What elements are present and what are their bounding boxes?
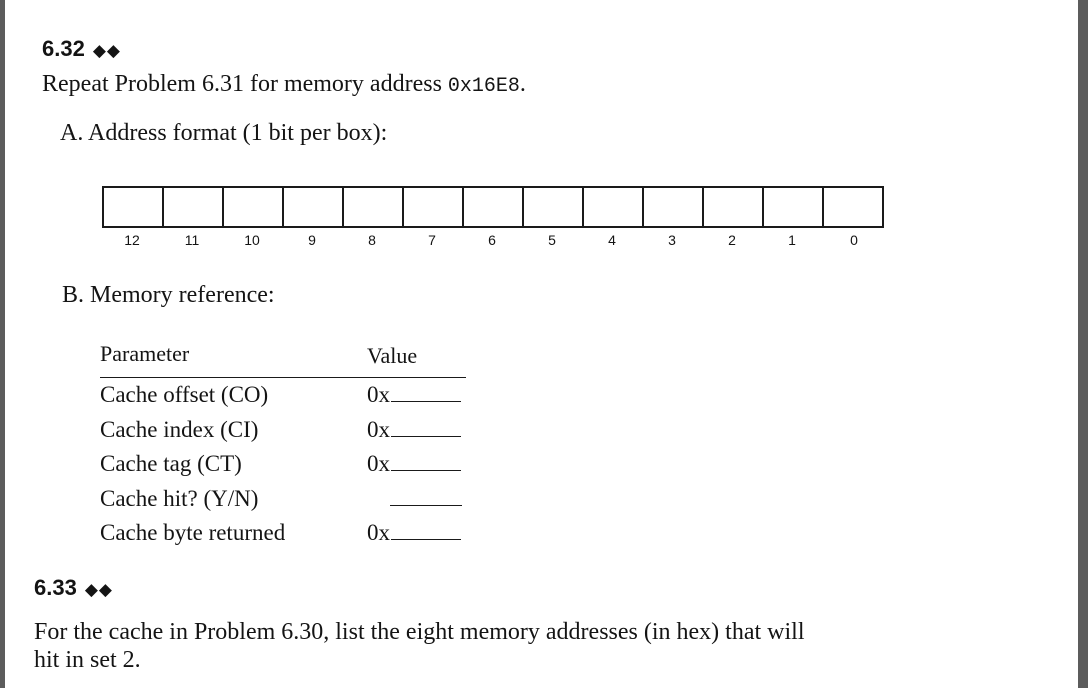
row-label-cache-offset: Cache offset (CO) — [100, 382, 269, 407]
bit-box[interactable] — [102, 188, 162, 226]
difficulty-diamonds: ◆◆ — [84, 580, 113, 599]
bit-box[interactable] — [762, 188, 822, 226]
bit-label: 6 — [488, 232, 496, 248]
hex-prefix: 0x — [367, 382, 390, 407]
bit-label: 7 — [428, 232, 436, 248]
right-page-border — [1078, 0, 1088, 688]
left-page-border — [0, 0, 5, 688]
answer-blank[interactable] — [391, 418, 461, 437]
address-bit-boxes — [102, 186, 884, 228]
value-field-cache-byte-returned[interactable] — [367, 520, 461, 546]
table-header-rule — [100, 377, 466, 378]
bit-box[interactable] — [402, 188, 462, 226]
header-parameter: Parameter — [100, 341, 190, 366]
value-field-cache-tag[interactable] — [367, 451, 461, 477]
part-a-label: A. Address format (1 bit per box): — [60, 120, 388, 146]
statement-text: Repeat Problem 6.31 for memory address — [42, 71, 448, 97]
bit-label: 12 — [124, 232, 140, 248]
bit-label: 2 — [728, 232, 736, 248]
bit-box[interactable] — [282, 188, 342, 226]
bit-label: 3 — [668, 232, 676, 248]
bit-label: 1 — [788, 232, 796, 248]
difficulty-diamonds: ◆◆ — [92, 41, 121, 60]
value-field-cache-hit[interactable] — [390, 486, 462, 512]
bit-box[interactable] — [342, 188, 402, 226]
problem-number: 6.33 — [34, 575, 77, 600]
bit-label: 10 — [244, 232, 260, 248]
row-label-cache-byte-returned: Cache byte returned — [100, 520, 286, 545]
bit-box[interactable] — [462, 188, 522, 226]
problem-6-33-line-2: hit in set 2. — [34, 647, 141, 673]
bit-box[interactable] — [702, 188, 762, 226]
bit-label: 0 — [850, 232, 858, 248]
bit-box[interactable] — [222, 188, 282, 226]
bit-label: 11 — [184, 232, 200, 248]
value-field-cache-offset[interactable] — [367, 382, 461, 408]
row-label-cache-index: Cache index (CI) — [100, 417, 259, 442]
bit-box[interactable] — [582, 188, 642, 226]
bit-label: 4 — [608, 232, 616, 248]
row-label-cache-hit: Cache hit? (Y/N) — [100, 486, 259, 511]
answer-blank[interactable] — [390, 487, 462, 506]
statement-period: . — [519, 71, 526, 97]
part-b-label: B. Memory reference: — [62, 282, 275, 308]
problem-number: 6.32 — [42, 36, 85, 61]
hex-prefix: 0x — [367, 451, 390, 476]
bit-box[interactable] — [162, 188, 222, 226]
bit-box[interactable] — [522, 188, 582, 226]
answer-blank[interactable] — [391, 521, 461, 540]
problem-6-33-line-1: For the cache in Problem 6.30, list the eight memory addresses (in hex) that will — [34, 619, 805, 645]
bit-index-labels — [102, 232, 886, 248]
memory-address: 0x16E8 — [447, 75, 520, 98]
row-label-cache-tag: Cache tag (CT) — [100, 451, 242, 476]
header-value: Value — [367, 343, 418, 368]
problem-6-33-header — [34, 575, 113, 601]
bit-box[interactable] — [642, 188, 702, 226]
value-field-cache-index[interactable] — [367, 417, 461, 443]
answer-blank[interactable] — [391, 383, 461, 402]
problem-6-32-statement — [42, 71, 526, 98]
bit-label: 9 — [308, 232, 316, 248]
bit-box[interactable] — [822, 188, 884, 226]
hex-prefix: 0x — [367, 520, 390, 545]
answer-blank[interactable] — [391, 452, 461, 471]
problem-6-32-header — [42, 36, 121, 62]
bit-label: 8 — [368, 232, 376, 248]
hex-prefix: 0x — [367, 417, 390, 442]
bit-label: 5 — [548, 232, 556, 248]
